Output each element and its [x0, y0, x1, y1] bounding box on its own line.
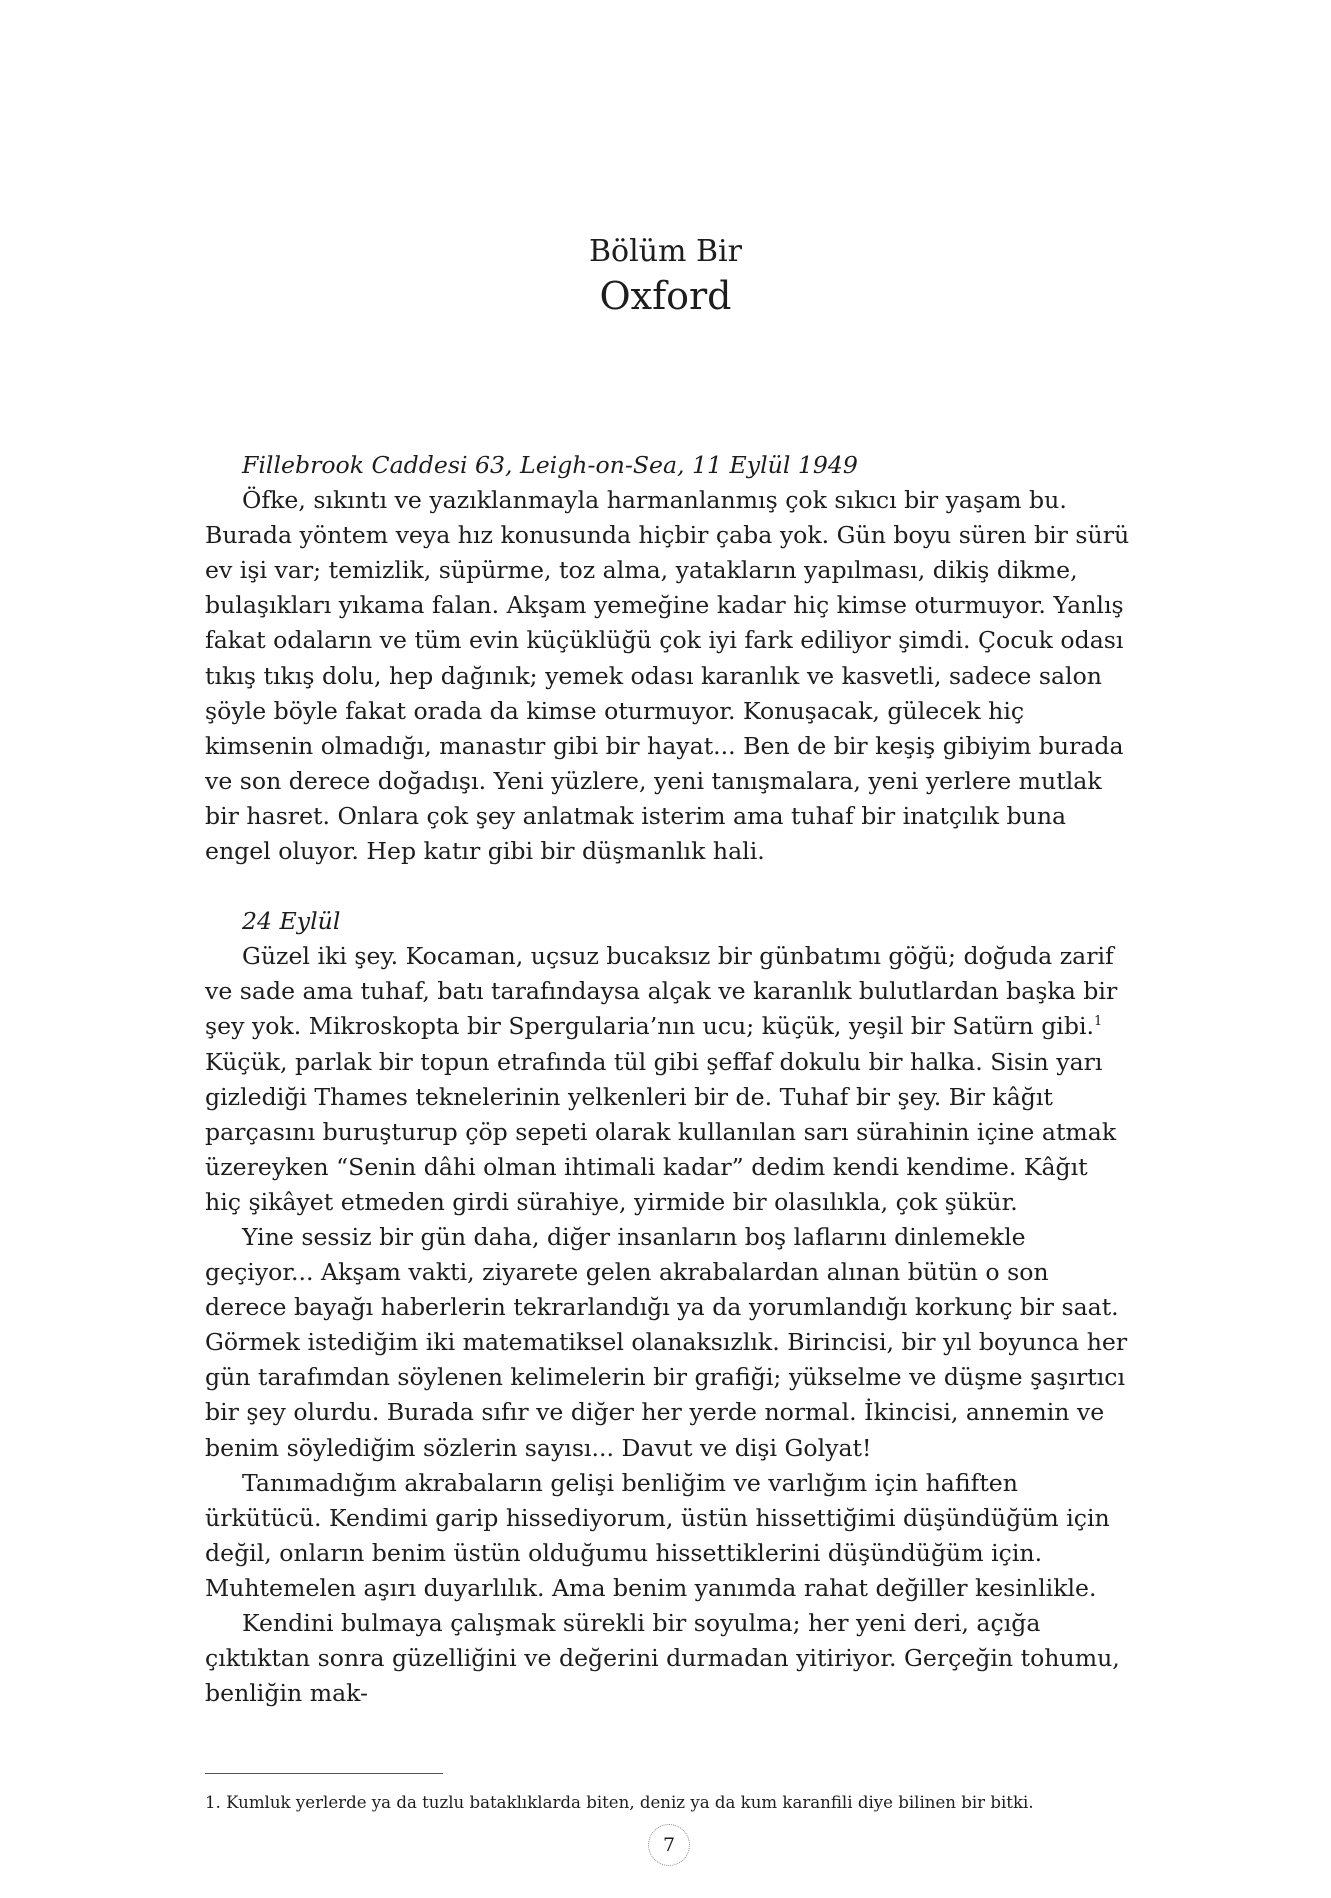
entry-date: 24 Eylül [242, 907, 341, 936]
footnote-marker: 1 [1094, 1014, 1103, 1030]
paragraph [205, 939, 1131, 1220]
chapter-label: Bölüm Bir [589, 234, 742, 269]
entry-date: Fillebrook Caddesi 63, Leigh-on-Sea, 11 Eylül 1949 [242, 451, 858, 479]
entry-spacer [205, 869, 1131, 904]
paragraph: Kendini bulmaya çalışmak sürekli bir soyulma; her yeni deri, açığa çıktıktan sonra güzelliğini ve değerini durmadan yitiriyor. Gerçeğin tohumu, benliğin mak- [205, 1609, 1120, 1708]
paragraph-text: Güzel iki şey. Kocaman, uçsuz bucaksız bir günbatımı göğü; doğuda zarif ve sade ama tuhaf, batı tarafındaysa alçak ve karanlık bulutlardan başka bir şey yok. Mikroskopta bir Spergularia’nın ucu; küçük, yeşil bir Satürn gibi. [205, 942, 1118, 1041]
footnote-rule [205, 1773, 443, 1774]
paragraph-text: Küçük, parlak bir topun etrafında tül gibi şeffaf dokulu bir halka. Sisin yarı gizlediği Thames teknelerinin yelkenleri bir de. Tuhaf bir şey. Bir kâğıt parçasını buruşturup çöp sepeti olarak kullanılan sarı sürahinin içine atmak üzereyken “Senin dâhi olman ihtimali kadar” dedim kendi kendime. Kâğıt hiç şikâyet etmeden girdi sürahiye, yirmide bir olasılıkla, çok şükür. [205, 1047, 1117, 1216]
paragraph: Öfke, sıkıntı ve yazıklanmayla harmanlanmış çok sıkıcı bir yaşam bu. Burada yöntem veya hız konusunda hiçbir çaba yok. Gün boyu süren bir sürü ev işi var; temizlik, süpürme, toz alma, yatakların yapılması, dikiş dikme, bulaşıkları yıkama falan. Akşam yemeğine kadar hiç kimse oturmuyor. Yanlış fakat odaların ve tüm evin küçüklüğü çok iyi fark ediliyor şimdi. Çocuk odası tıkış tıkış dolu, hep dağınık; yemek odası karanlık ve kasvetli, sadece salon şöyle böyle fakat orada da kimse oturmuyor. Konuşacak, gülecek hiç kimsenin olmadığı, manastır gibi bir hayat... Ben de bir keşiş gibiyim burada ve son derece doğadışı. Yeni yüzlere, yeni tanışmalara, yeni yerlere mutlak bir hasret. Onlara çok şey anlatmak isterim ama tuhaf bir inatçılık buna engel oluyor. Hep katır gibi bir düşmanlık hali. [205, 486, 1130, 866]
paragraph: Tanımadığım akrabaların gelişi benliğim ve varlığım için hafiften ürkütücü. Kendimi garip hissediyorum, üstün hissettiğimi düşündüğüm için değil, onların benim üstün olduğumu hissettiklerini düşündüğüm için. Muhtemelen aşırı duyarlılık. Ama benim yanımda rahat değiller kesinlikle. [205, 1468, 1110, 1602]
footnote: 1. Kumluk yerlerde ya da tuzlu bataklıklarda biten, deniz ya da kum karanfili diye bilinen bir bitki. [205, 1793, 1034, 1812]
chapter-title: Oxford [599, 274, 732, 318]
page-number: 7 [648, 1824, 690, 1866]
body-text [205, 448, 1131, 1711]
paragraph: Yine sessiz bir gün daha, diğer insanların boş laflarını dinlemekle geçiyor... Akşam vakti, ziyarete gelen akrabalardan alınan bütün o son derece bayağı haberlerin tekrarlandığı ya da yorumlandığı korkunç bir saat. Görmek istediğim iki matematiksel olanaksızlık. Birincisi, bir yıl boyunca her gün tarafımdan söylenen kelimelerin bir grafiği; yükselme ve düşme şaşırtıcı bir şey olurdu. Burada sıfır ve diğer her yerde normal. İkincisi, annemin ve benim söylediğim sözlerin sayısı... Davut ve dişi Golyat! [205, 1222, 1128, 1462]
